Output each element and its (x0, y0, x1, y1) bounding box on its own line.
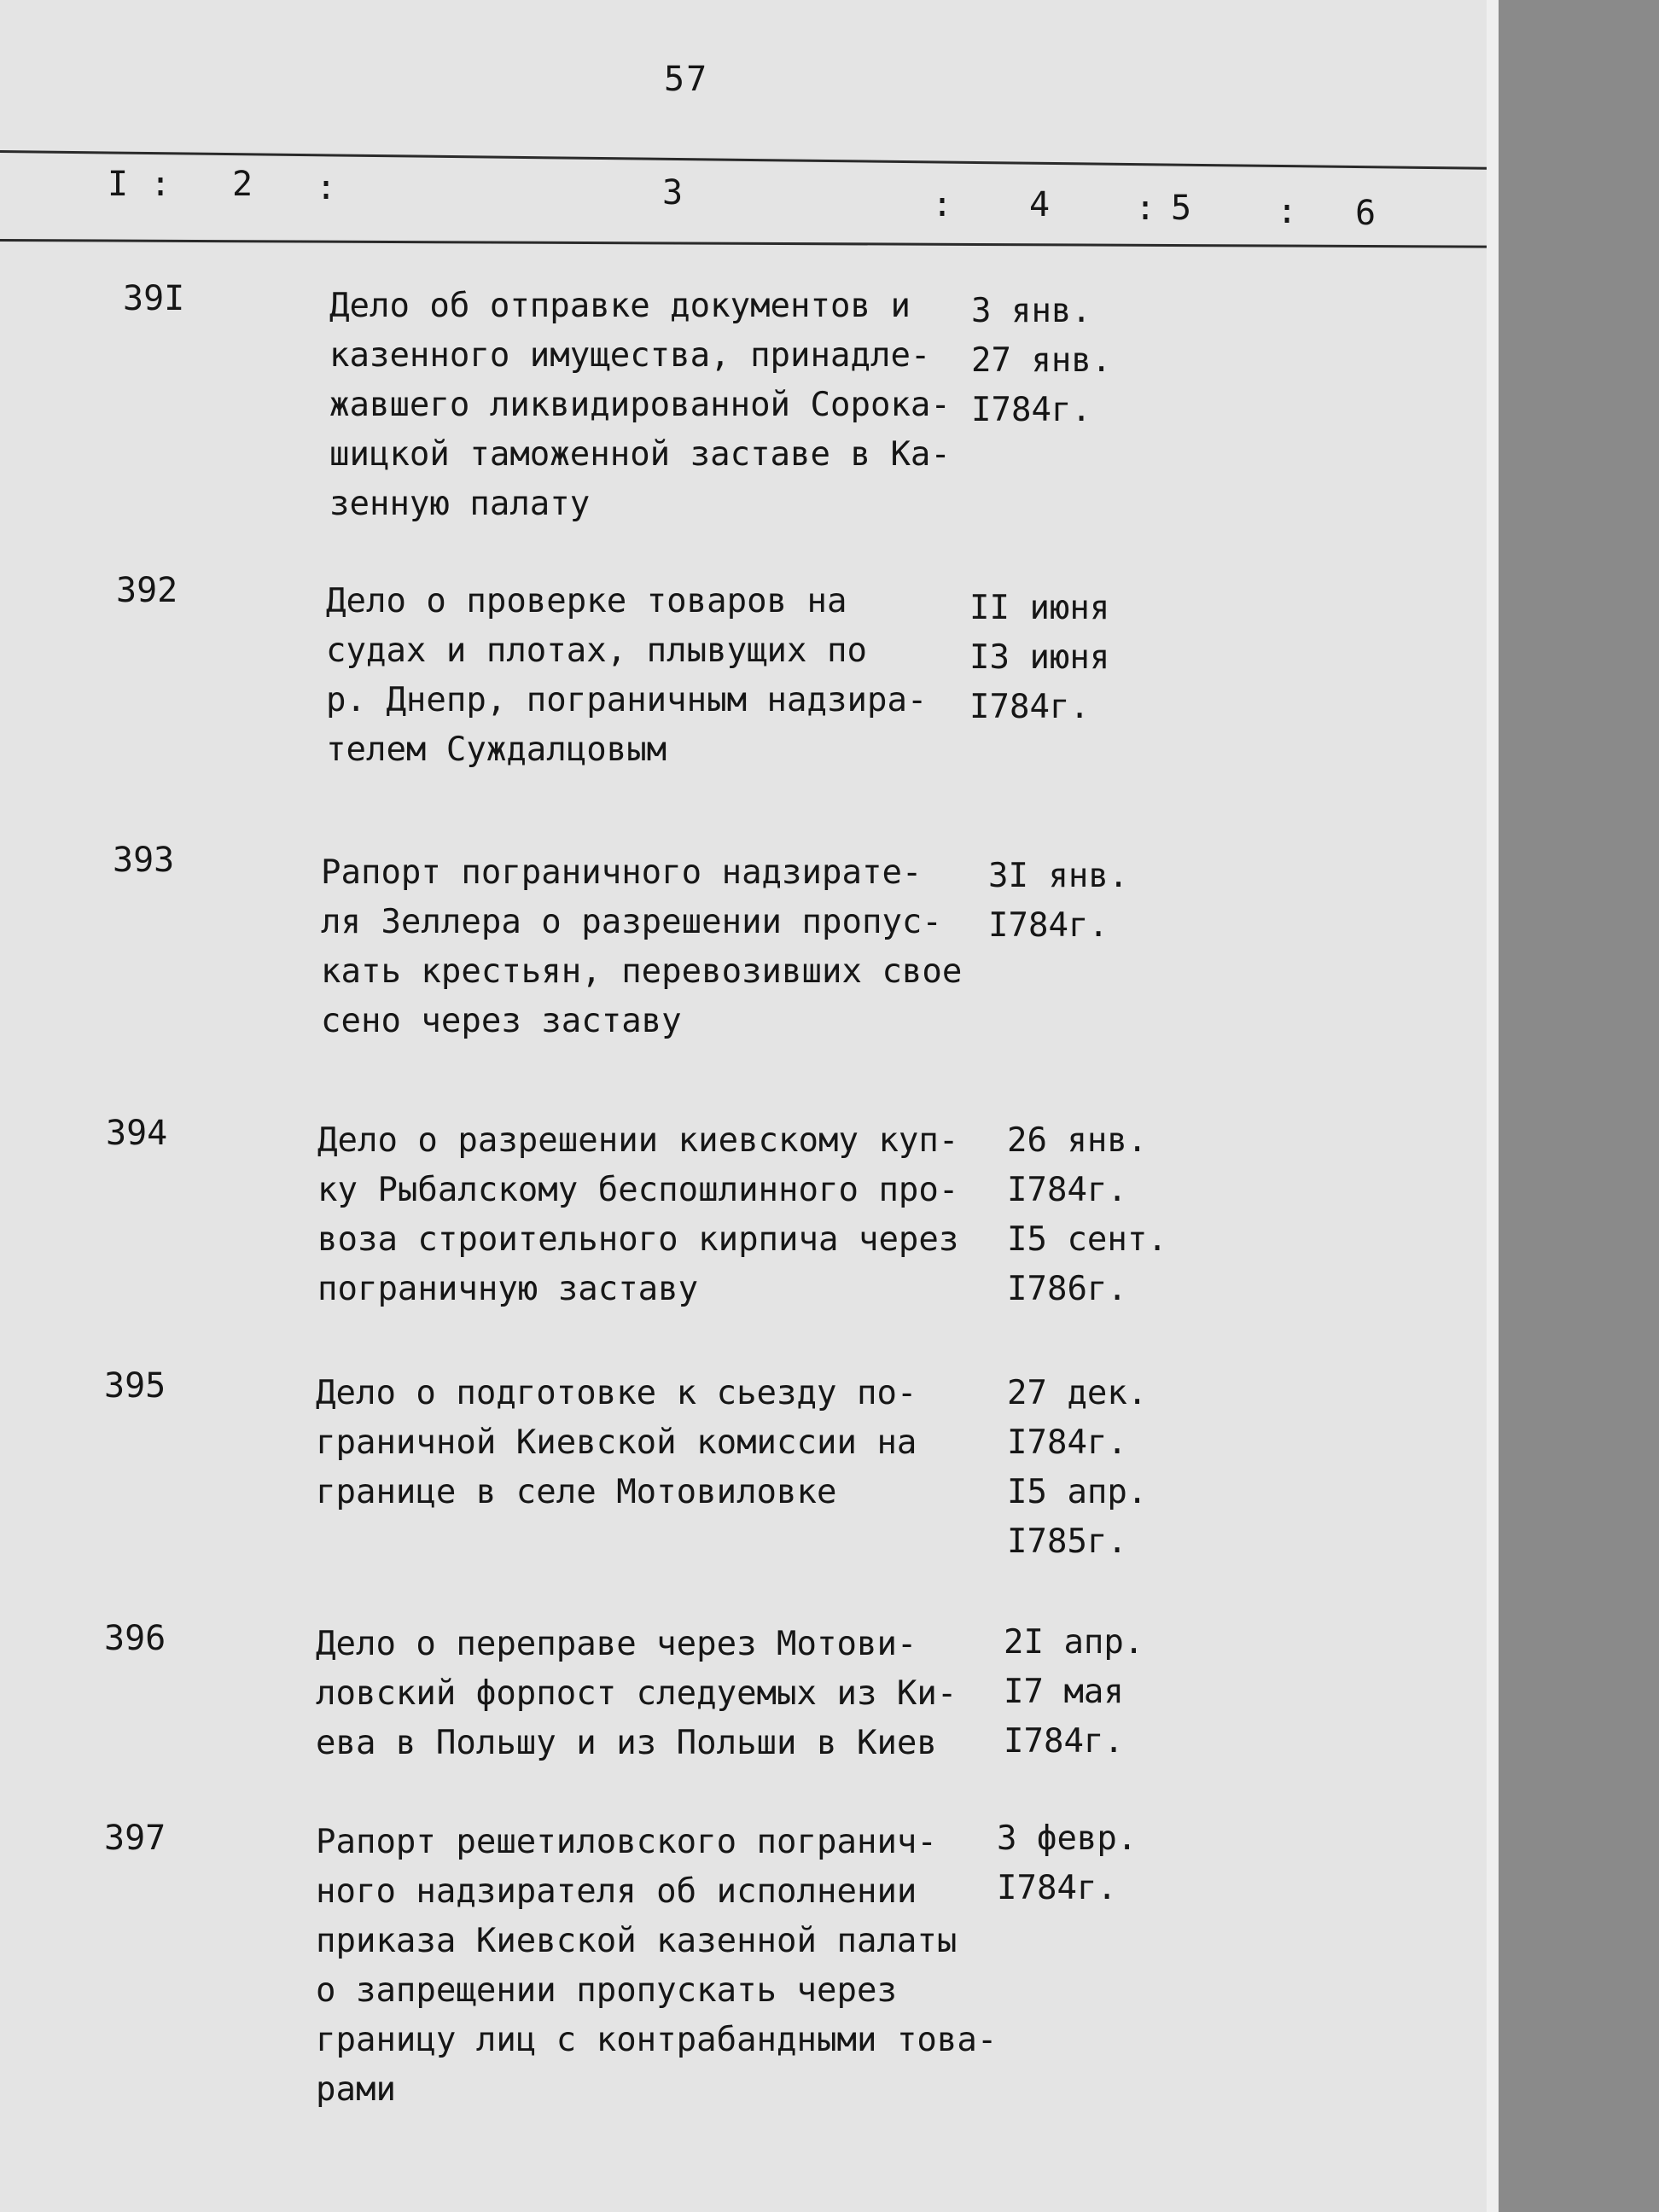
entry-date: 3 февр. (997, 1819, 1138, 1858)
entry-dates (969, 584, 1109, 732)
entry-line: сено через заставу (321, 1002, 682, 1040)
entry-date: I5 сент. (1007, 1220, 1167, 1259)
entry-description (326, 577, 927, 775)
column-header-separator: : (1135, 189, 1156, 228)
entry-line: жавшего ликвидированной Сорока- (329, 386, 951, 424)
entry-date: I784г. (1007, 1423, 1127, 1462)
entry-line: граничной Киевской комиссии на (316, 1423, 917, 1462)
column-header-4: 4 (1029, 185, 1051, 224)
column-header-6: 6 (1355, 194, 1377, 233)
entry-number: 397 (104, 1819, 166, 1858)
header-bottom-rule (0, 239, 1487, 248)
entry-date: II июня (969, 589, 1110, 627)
entry-line: воза строительного кирпича через (317, 1220, 959, 1259)
entry-date: 3I янв. (988, 857, 1129, 895)
entry-description (316, 1818, 997, 2115)
entry-description (316, 1369, 917, 1517)
entry-date: I784г. (969, 688, 1090, 726)
entry-line: границу лиц с контрабандными това- (316, 2021, 998, 2059)
column-header-separator: : (316, 168, 337, 207)
column-header-1: I (108, 165, 129, 204)
entry-line: границе в селе Мотовиловке (316, 1473, 837, 1511)
entry-date: I785г. (1007, 1522, 1127, 1561)
entry-line: о запрещении пропускать через (316, 1971, 897, 2010)
entry-line: Рапорт решетиловского погранич- (316, 1823, 937, 1861)
entry-date: I5 апр. (1007, 1473, 1148, 1511)
entry-description (316, 1620, 957, 1768)
entry-line: ку Рыбалскому беспошлинного про- (317, 1171, 959, 1209)
entry-date: I784г. (1004, 1722, 1124, 1761)
entry-date: I784г. (1007, 1171, 1127, 1209)
entry-line: шицкой таможенной заставе в Ка- (329, 435, 951, 474)
entry-dates (988, 852, 1128, 951)
entry-number: 392 (116, 571, 178, 610)
column-header-3: 3 (662, 173, 684, 212)
column-header-2: 2 (232, 165, 253, 204)
entry-description (321, 848, 962, 1046)
entry-number: 393 (113, 841, 175, 880)
entry-dates (997, 1814, 1137, 1913)
entry-date: 3 янв. (971, 292, 1091, 330)
entry-line: р. Днепр, пограничным надзира- (326, 681, 928, 719)
entry-number: 39I (123, 279, 185, 318)
entry-date: 27 янв. (971, 341, 1112, 380)
page-edge-shadow (1487, 0, 1659, 2212)
entry-date: 27 дек. (1007, 1374, 1148, 1412)
page-edge (1487, 0, 1499, 2212)
entry-date: I784г. (997, 1869, 1117, 1907)
entry-date: I784г. (988, 906, 1109, 945)
entry-date: I3 июня (969, 638, 1110, 677)
entry-line: зенную палату (329, 485, 591, 523)
entry-date: I784г. (971, 391, 1091, 429)
entry-date: 26 янв. (1007, 1121, 1148, 1160)
entry-line: телем Суждалцовым (326, 731, 667, 769)
entry-line: Дело о подготовке к сьезду по- (316, 1374, 917, 1412)
entry-line: рами (316, 2070, 396, 2109)
entry-description (317, 1116, 958, 1314)
entry-line: судах и плотах, плывущих по (326, 632, 867, 670)
entry-line: Дело о переправе через Мотови- (316, 1625, 917, 1663)
entry-line: пограничную заставу (317, 1270, 699, 1308)
column-header-separator: : (150, 165, 172, 204)
entry-dates (971, 287, 1111, 435)
entry-line: ева в Польшу и из Польши в Киев (316, 1724, 937, 1762)
entry-date: I7 мая (1004, 1673, 1124, 1711)
column-header-separator: : (1277, 192, 1298, 231)
column-header-separator: : (932, 185, 953, 224)
entry-line: ного надзирателя об исполнении (316, 1872, 917, 1911)
entry-line: Дело о разрешении киевскому куп- (317, 1121, 959, 1160)
entry-line: казенного имущества, принадле- (329, 336, 931, 375)
entry-line: ловский форпост следуемых из Ки- (316, 1674, 958, 1713)
entry-line: Дело об отправке документов и (329, 287, 911, 325)
page-number: 57 (664, 60, 709, 99)
entry-date: I786г. (1007, 1270, 1127, 1308)
header-top-rule (0, 150, 1487, 170)
entry-line: ля Зеллера о разрешении пропус- (321, 903, 942, 941)
entry-dates (1004, 1618, 1144, 1767)
entry-number: 394 (106, 1114, 168, 1153)
entry-number: 395 (104, 1366, 166, 1406)
entry-line: Рапорт пограничного надзирате- (321, 853, 923, 892)
entry-description (329, 282, 951, 529)
column-header-5: 5 (1171, 189, 1192, 228)
entry-date: 2I апр. (1004, 1623, 1144, 1662)
entry-line: кать крестьян, перевозивших свое (321, 952, 963, 991)
entry-dates (1007, 1369, 1147, 1567)
entry-dates (1007, 1116, 1167, 1314)
entry-line: приказа Киевской казенной палаты (316, 1922, 958, 1960)
entry-line: Дело о проверке товаров на (326, 582, 847, 620)
entry-number: 396 (104, 1619, 166, 1658)
